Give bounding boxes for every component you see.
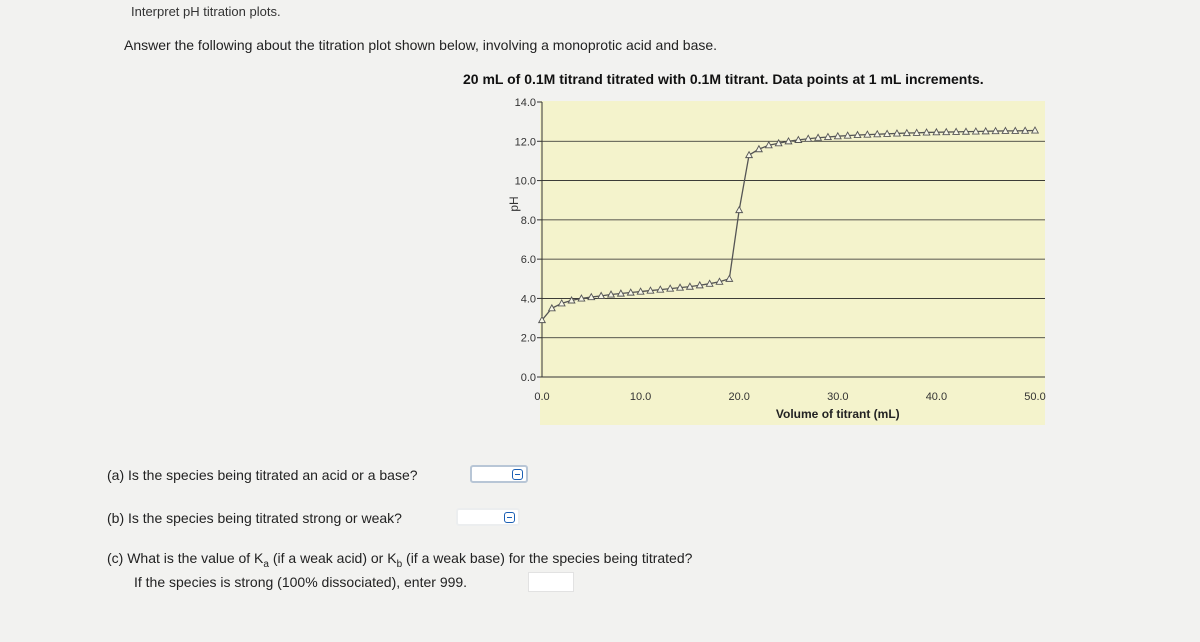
acid-base-select[interactable] bbox=[470, 465, 528, 483]
y-tick-label: 10.0 bbox=[514, 175, 536, 188]
x-tick-label: 10.0 bbox=[629, 391, 652, 403]
plot-area bbox=[540, 101, 1045, 425]
y-tick-label: 12.0 bbox=[514, 136, 536, 149]
x-tick-label: 0.0 bbox=[534, 391, 550, 403]
x-tick-label: 20.0 bbox=[728, 391, 750, 403]
strong-weak-select[interactable] bbox=[456, 508, 520, 526]
y-tick-label: 0.0 bbox=[520, 372, 536, 384]
y-axis-label: pH bbox=[507, 196, 521, 212]
y-tick-label: 4.0 bbox=[520, 293, 536, 306]
x-tick-label: 50.0 bbox=[1024, 391, 1046, 403]
y-tick-label: 2.0 bbox=[520, 332, 536, 345]
question-a-label: (a) Is the species being titrated an acid or a base? bbox=[107, 467, 418, 483]
k-value-input[interactable] bbox=[528, 572, 574, 592]
page-heading: Interpret pH titration plots. bbox=[131, 4, 281, 19]
question-c-note: If the species is strong (100% dissociated), enter 999. bbox=[134, 574, 468, 590]
select-arrow-icon bbox=[512, 469, 523, 480]
x-tick-label: 40.0 bbox=[925, 391, 948, 403]
y-tick-label: 8.0 bbox=[520, 214, 536, 227]
y-tick-label: 14.0 bbox=[514, 97, 536, 109]
chart-title: 20 mL of 0.1M titrand titrated with 0.1M titrant. Data points at 1 mL increments. bbox=[463, 71, 984, 87]
select-arrow-icon bbox=[504, 512, 515, 523]
x-axis-label: Volume of titrant (mL) bbox=[775, 407, 900, 421]
question-c-label: (c) What is the value of $K_a$ (if a weak acid) or $K_b$ (if a weak base) for the species being titrated? bbox=[107, 550, 693, 570]
question-b-label: (b) Is the species being titrated strong or weak? bbox=[107, 510, 402, 526]
instructions-text: Answer the following about the titration plot shown below, involving a monoprotic acid and base. bbox=[124, 37, 718, 53]
y-tick-label: 6.0 bbox=[520, 254, 536, 267]
x-tick-label: 30.0 bbox=[827, 391, 849, 403]
